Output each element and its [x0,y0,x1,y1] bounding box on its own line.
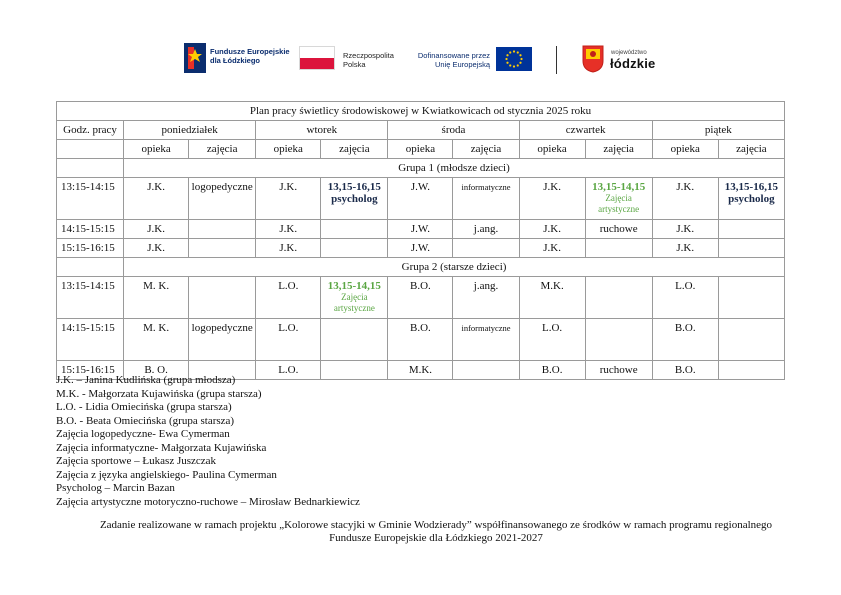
ue-logo-text [410,51,490,69]
opieka-cell: J.K. [519,178,585,220]
legend-item: Psycholog – Marcin Bazan [56,482,175,494]
zajecia-cell: logopedyczne [189,319,256,361]
opieka-cell: J.K. [652,220,718,239]
legend-item: Zajęcia z języka angielskiego- Paulina Cymerman [56,468,277,481]
fe-line2: dla Łódzkiego [210,56,261,65]
opieka-cell: L.O. [519,319,585,361]
opieka-cell: J.K. [652,178,718,220]
opieka-cell: J.W. [388,239,453,258]
time-cell: 13:15-14:15 [57,277,124,319]
day-header: piątek [652,121,784,140]
opieka-cell: M.K. [519,277,585,319]
eu-star-icon [517,51,519,53]
opieka-cell: J.K. [124,239,189,258]
legend-item: Zajęcia informatyczne- Małgorzata Kujawińska [56,441,267,454]
sub-header: zajęcia [718,140,784,159]
zajecia-cell [585,178,652,220]
opieka-cell: B.O. [652,319,718,361]
subheader-row [57,140,785,159]
table-row [57,239,785,258]
zajecia-cell [718,361,784,380]
fe-line1: Fundusze Europejskie [210,47,290,56]
opieka-cell: J.K. [124,178,189,220]
fe-star-icon [184,43,206,73]
sub-header: zajęcia [585,140,652,159]
zajecia-cell: ruchowe [585,220,652,239]
activity-time: 13,15-14,15 [327,280,381,292]
time-cell: 15:15-16:15 [57,239,124,258]
polish-flag-icon [299,46,335,70]
eu-star-icon [506,62,508,64]
footer-line2: Fundusze Europejskie dla Łódzkiego 2021-2027 [329,532,543,544]
day-header: czwartek [519,121,652,140]
lodzkie-big-text: łódzkie [610,56,656,71]
activity-name: Zajęcia artystyczne [598,193,640,214]
fe-logo-text [210,47,300,65]
opieka-cell: J.K. [256,178,321,220]
zajecia-cell [718,178,784,220]
day-header: środa [388,121,519,140]
group1-row [57,159,785,178]
eu-star-icon [519,62,521,64]
zajecia-cell [321,220,388,239]
day-header: poniedziałek [124,121,256,140]
activity-name: Zajęcia artystyczne [333,292,375,313]
activity-time: 13,15-14,15 [592,181,646,193]
logo-bar [178,38,668,86]
activity-name: psycholog [331,193,378,205]
logo-divider [556,46,557,74]
day-header: wtorek [256,121,388,140]
opieka-cell: M. K. [124,319,189,361]
eu-star-icon [513,50,515,52]
zajecia-cell [321,178,388,220]
legend-item: Zajęcia artystyczne motoryczno-ruchowe – Mirosław Bednarkiewicz [56,495,360,508]
time-cell: 14:15-15:15 [57,220,124,239]
opieka-cell: J.W. [388,178,453,220]
footer [56,519,816,545]
ue-line2: Unię Europejską [434,60,490,69]
sub-header: opieka [519,140,585,159]
sub-header: opieka [124,140,189,159]
opieka-cell: J.K. [124,220,189,239]
activity-name: psycholog [728,193,775,205]
rp-logo-text [343,51,413,69]
zajecia-cell [453,239,519,258]
sub-header: opieka [256,140,321,159]
legend-item: M.K. - Małgorzata Kujawińska (grupa starsza) [56,387,262,400]
opieka-cell: B.O. [652,361,718,380]
legend-item: B.O. - Beata Omiecińska (grupa starsza) [56,414,235,427]
opieka-cell: J.K. [519,220,585,239]
zajecia-cell [321,239,388,258]
sub-header: zajęcia [189,140,256,159]
table-row [57,220,785,239]
opieka-cell: L.O. [256,319,321,361]
sub-header: zajęcia [453,140,519,159]
zajecia-cell: informatyczne [453,319,519,361]
zajecia-cell [453,361,519,380]
day-header-row [57,121,785,140]
ue-line1: Dofinansowane przez [417,51,490,60]
empty-cell [57,140,124,159]
time-cell: 13:15-14:15 [57,178,124,220]
opieka-cell: L.O. [652,277,718,319]
sub-header: opieka [652,140,718,159]
eu-star-icon [520,58,522,60]
group2-row [57,258,785,277]
zajecia-cell [718,239,784,258]
schedule-table [56,101,785,380]
opieka-cell: L.O. [256,361,321,380]
rp-line1: Rzeczpospolita [343,51,394,60]
table-title: Plan pracy świetlicy środowiskowej w Kwiatkowicach od stycznia 2025 roku [57,102,785,121]
zajecia-cell [189,239,256,258]
zajecia-cell: j.ang. [453,220,519,239]
hours-header: Godz. pracy [57,121,124,140]
empty-cell [57,159,124,178]
zajecia-cell: ruchowe [585,361,652,380]
zajecia-cell [321,277,388,319]
opieka-cell: J.K. [256,220,321,239]
legend-item: Zajęcia logopedyczne- Ewa Cymerman [56,428,230,440]
activity-time: 13,15-16,15 [327,181,381,193]
zajecia-cell [585,319,652,361]
opieka-cell: M. K. [124,277,189,319]
zajecia-cell [189,277,256,319]
opieka-cell: M.K. [388,361,453,380]
zajecia-cell [585,277,652,319]
zajecia-cell [718,277,784,319]
zajecia-cell [189,220,256,239]
zajecia-cell: j.ang. [453,277,519,319]
legend [56,374,360,509]
opieka-cell: J.K. [256,239,321,258]
eu-star-icon [513,65,515,67]
group-label: Grupa 1 (młodsze dzieci) [124,159,785,178]
lodzkie-shield-icon [582,45,604,73]
eu-star-icon [505,58,507,60]
table-row [57,277,785,319]
sub-header: opieka [388,140,453,159]
opieka-cell: J.K. [519,239,585,258]
opieka-cell: J.W. [388,220,453,239]
lodzkie-small-text: województwo [611,50,647,56]
eu-star-icon [519,54,521,56]
zajecia-cell [585,239,652,258]
zajecia-cell [718,220,784,239]
eu-star-icon [506,54,508,56]
zajecia-cell [321,319,388,361]
opieka-cell: B.O. [388,277,453,319]
zajecia-cell: logopedyczne [189,178,256,220]
footer-line1: Zadanie realizowane w ramach projektu „Kolorowe stacyjki w Gminie Wodzierady” współfinansowanego ze środków w ramach programu regionalnego [99,519,773,531]
table-row [57,178,785,220]
opieka-cell: B. O. [124,361,189,380]
zajecia-cell [718,319,784,361]
legend-item: J.K. – Janina Kudlińska (grupa młodsza) [56,374,236,386]
sub-header: zajęcia [321,140,388,159]
group-label: Grupa 2 (starsze dzieci) [124,258,785,277]
empty-cell [57,258,124,277]
legend-item: Zajęcia sportowe – Łukasz Juszczak [56,455,217,467]
opieka-cell: J.K. [652,239,718,258]
zajecia-cell: informatyczne [453,178,519,220]
time-cell: 15:15-16:15 [57,361,124,380]
eu-star-icon [509,51,511,53]
table-row [57,319,785,361]
title-row [57,102,785,121]
opieka-cell: L.O. [256,277,321,319]
opieka-cell: B.O. [519,361,585,380]
legend-item: L.O. - Lidia Omiecińska (grupa starsza) [56,401,232,413]
opieka-cell: B.O. [388,319,453,361]
eu-flag-icon [496,47,532,71]
rp-line2: Polska [343,60,366,69]
activity-time: 13,15-16,15 [724,181,778,193]
eu-star-icon [509,64,511,66]
eu-star-icon [517,64,519,66]
time-cell: 14:15-15:15 [57,319,124,361]
